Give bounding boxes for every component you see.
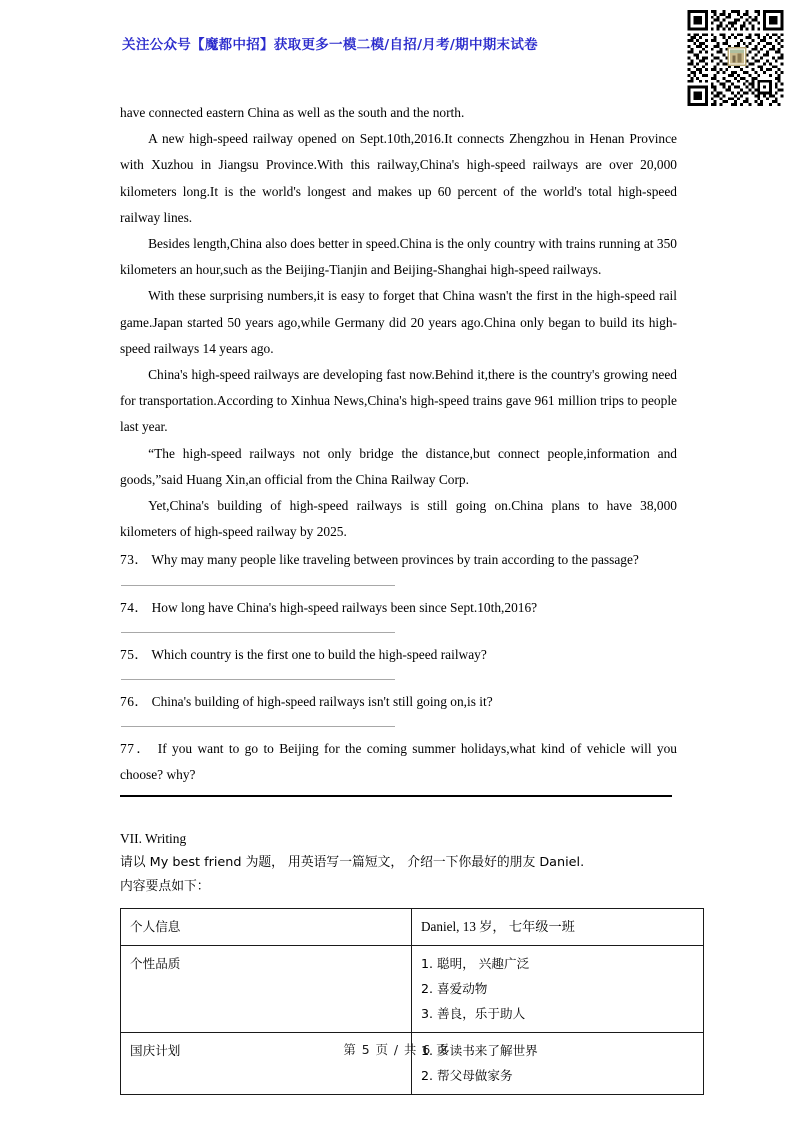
question-text: Which country is the first one to build the high-speed railway? <box>151 646 487 662</box>
question-number: 73． <box>120 552 149 568</box>
question-item <box>120 736 677 796</box>
question-line <box>120 642 677 668</box>
passage-paragraph: have connected eastern China as well as the south and the north. <box>120 105 465 120</box>
row-label: 个人信息 <box>121 908 412 945</box>
section-divider <box>120 795 672 797</box>
promo-banner-text: 关注公众号【魔都中招】获取更多一模二模/自招/月考/期中期末试卷 <box>122 37 538 53</box>
writing-outline-table <box>120 908 704 1095</box>
question-item <box>120 689 677 727</box>
passage-paragraph: A new high-speed railway opened on Sept.10th,2016.It connects Zhengzhou in Henan Province with Xuzhou in Jiangsu Province.With this railway,China's high-speed railways are over 20,000 kilometers long.It is the world's longest and makes up 60 percent of the world's total high-speed railway lines. <box>120 131 677 225</box>
passage-paragraph: “The high-speed railways not only bridge the distance,but connect people,information and goods,”said Huang Xin,an official from the China Railway Corp. <box>120 445 677 487</box>
qr-code-icon <box>687 10 784 106</box>
answer-line[interactable] <box>121 585 395 586</box>
row-value <box>412 945 704 1032</box>
question-number: 76． <box>120 694 149 710</box>
writing-outline-intro: 内容要点如下： <box>120 878 210 894</box>
row-label: 国庆计划 <box>121 1032 412 1094</box>
question-text: China's building of high-speed railways isn't still going on,is it? <box>151 694 493 710</box>
question-line <box>120 547 677 573</box>
question-item <box>120 642 677 680</box>
document-body <box>120 100 677 1095</box>
answer-line[interactable] <box>121 679 395 680</box>
question-item <box>120 595 677 633</box>
question-line <box>120 689 677 715</box>
passage-paragraph: With these surprising numbers,it is easy to forget that China wasn't the first in the high-speed rail game.Japan started 50 years ago,while Germany did 20 years ago.China only began to build its high-speed railways 14 years ago. <box>120 288 677 356</box>
list-item: 2. 帮父母做家务 <box>421 1067 513 1083</box>
passage-paragraph: Yet,China's building of high-speed railways is still going on.China plans to have 38,000 kilometers of high-speed railway by 2025. <box>120 498 677 540</box>
passage-paragraph: Besides length,China also does better in speed.China is the only country with trains running at 350 kilometers an hour,such as the Beijing-Tianjin and Beijing-Shanghai high-speed railways. <box>120 236 677 278</box>
answer-line[interactable] <box>121 726 395 727</box>
list-item: 2. 喜爱动物 <box>421 980 488 996</box>
table-row <box>121 945 704 1032</box>
passage-paragraph: China's high-speed railways are developing fast now.Behind it,there is the country's growing need for transportation.According to Xinhua News,China's high-speed trains gave 961 million trips to people last year. <box>120 367 677 435</box>
answer-line[interactable] <box>121 632 395 633</box>
writing-section-title: VII. Writing <box>120 830 187 846</box>
question-text: How long have China's high-speed railways been since Sept.10th,2016? <box>151 599 538 615</box>
row-label: 个性品质 <box>121 945 412 1032</box>
question-item <box>120 547 677 585</box>
question-text: If you want to go to Beijing for the coming summer holidays,what kind of vehicle will you choose? why? <box>120 741 677 783</box>
question-line <box>120 736 677 788</box>
row-value <box>412 908 704 945</box>
table-row <box>121 908 704 945</box>
question-text: Why may many people like traveling between provinces by train according to the passage? <box>151 552 639 568</box>
writing-prompt: 请以 My best friend 为题， 用英语写一篇短文， 介绍一下你最好的朋友 Daniel. <box>120 854 585 870</box>
list-item: 1. 多读书来了解世界 <box>421 1042 538 1058</box>
question-number: 77． <box>120 741 153 757</box>
page-header <box>0 0 793 110</box>
list-item: Daniel, 13 岁， 七年级一班 <box>421 918 575 934</box>
question-line <box>120 595 677 621</box>
question-number: 74． <box>120 599 149 615</box>
page-footer: 第 5 页 / 共 6 页 <box>343 1042 450 1057</box>
list-item: 1. 聪明， 兴趣广泛 <box>421 955 530 971</box>
question-number: 75． <box>120 646 149 662</box>
list-item: 3. 善良，乐于助人 <box>421 1005 526 1021</box>
